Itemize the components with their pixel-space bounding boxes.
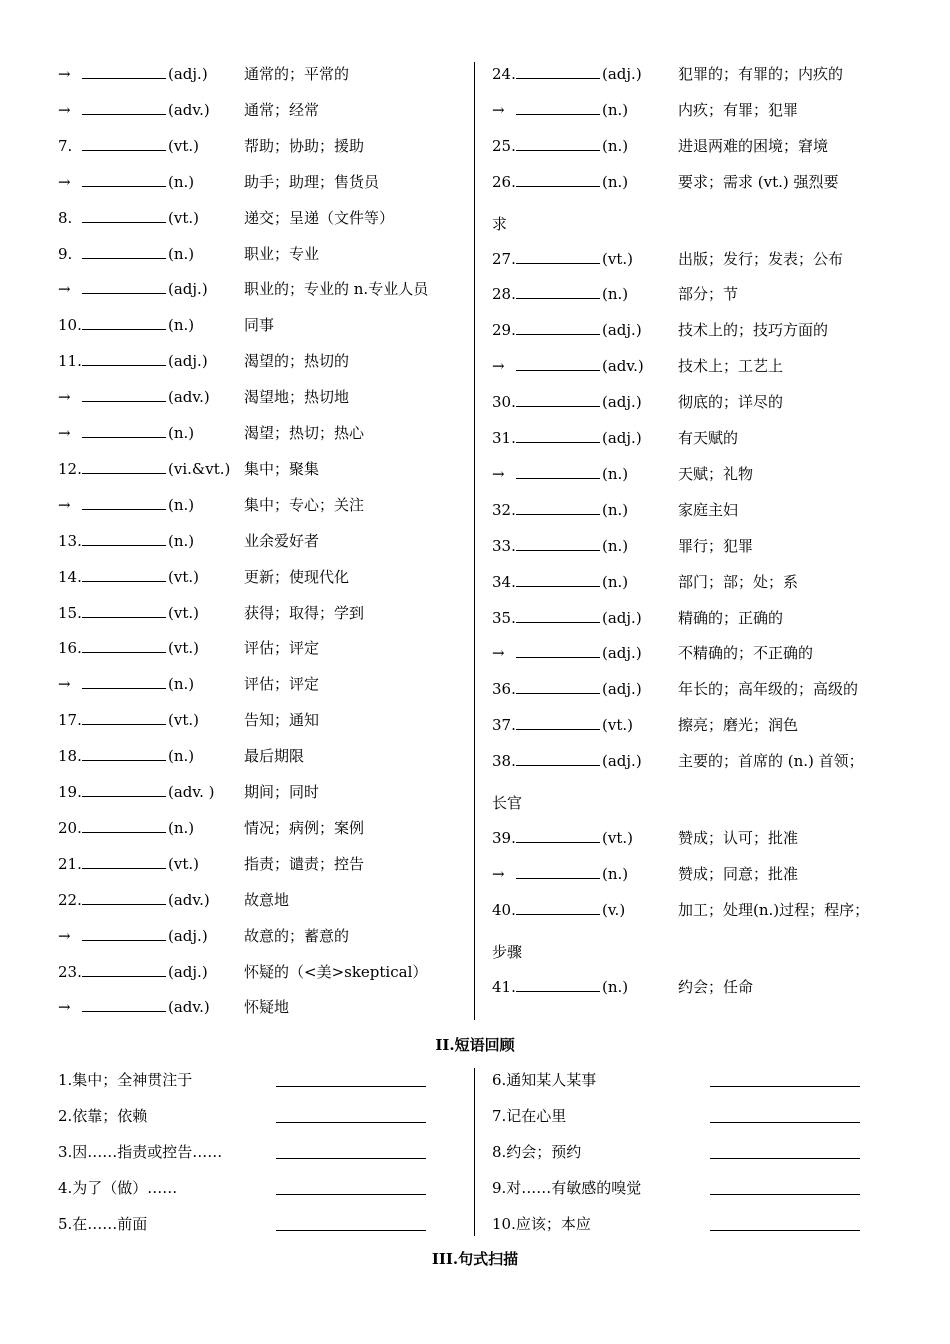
phrase-row xyxy=(58,1134,448,1170)
vocab-row xyxy=(58,918,468,954)
item-number: 30. xyxy=(492,393,516,412)
chinese-meaning: 更新；使现代化 xyxy=(244,567,350,586)
answer-blank[interactable] xyxy=(82,702,166,725)
answer-blank[interactable] xyxy=(82,666,166,689)
vocab-row xyxy=(58,164,468,200)
phrase-text: 5.在……前面 xyxy=(58,1215,148,1233)
phrase-text: 1.集中；全神贯注于 xyxy=(58,1071,193,1089)
chinese-meaning: 不精确的；不正确的 xyxy=(678,644,814,663)
vocab-row xyxy=(58,415,468,451)
column-divider-top xyxy=(474,62,475,1020)
item-number: 12. xyxy=(58,459,82,478)
chinese-meaning: 业余爱好者 xyxy=(244,531,320,550)
part-of-speech: (vi.&vt.) xyxy=(168,459,231,478)
chinese-meaning: 彻底的；详尽的 xyxy=(678,393,784,412)
vocab-row xyxy=(58,343,468,379)
item-number: 8. xyxy=(58,208,73,227)
chinese-meaning: 犯罪的；有罪的；内疚的 xyxy=(678,65,844,83)
chinese-meaning: 渴望地；热切地 xyxy=(244,388,350,407)
phrase-row xyxy=(492,1170,882,1206)
part-of-speech: (n.) xyxy=(168,172,195,191)
chinese-meaning: 加工；处理(n.)过程；程序； xyxy=(678,900,870,919)
chinese-meaning: 约会；任命 xyxy=(678,977,754,996)
section-3-title: III.句式扫描 xyxy=(431,1250,519,1268)
item-number: → xyxy=(58,100,71,119)
vocab-row xyxy=(492,743,902,779)
item-number: 24. xyxy=(492,65,516,83)
vocab-row xyxy=(492,92,902,128)
item-number: 40. xyxy=(492,900,516,919)
vocab-row xyxy=(492,600,902,636)
answer-blank[interactable] xyxy=(516,969,600,992)
chinese-meaning: 指责；谴责；控告 xyxy=(244,854,365,873)
chinese-meaning: 怀疑的（<美>skeptical） xyxy=(244,962,428,981)
item-number: 19. xyxy=(58,783,82,801)
chinese-meaning: 要求；需求 (vt.) 强烈要 xyxy=(678,172,839,191)
vocab-row xyxy=(492,384,902,420)
chinese-meaning: 技术上；工艺上 xyxy=(678,357,784,376)
phrase-row xyxy=(58,1098,448,1134)
answer-blank[interactable] xyxy=(82,882,166,905)
chinese-meaning: 期间；同时 xyxy=(244,783,320,801)
chinese-meaning: 集中；聚集 xyxy=(244,459,320,478)
part-of-speech: (n.) xyxy=(168,747,195,766)
answer-blank[interactable] xyxy=(82,954,166,977)
answer-blank[interactable] xyxy=(516,420,600,443)
item-number: → xyxy=(492,464,505,483)
answer-blank[interactable] xyxy=(516,856,600,879)
part-of-speech: (adj.) xyxy=(602,393,642,412)
chinese-meaning: 告知；通知 xyxy=(244,711,320,730)
item-number: → xyxy=(492,644,505,663)
item-number: 27. xyxy=(492,249,516,268)
vocab-row xyxy=(492,820,902,856)
item-number: 36. xyxy=(492,680,516,699)
vocab-row xyxy=(492,128,902,164)
answer-blank[interactable] xyxy=(516,276,600,299)
part-of-speech: (vt.) xyxy=(602,828,633,847)
chinese-meaning: 部门；部；处；系 xyxy=(678,572,799,591)
part-of-speech: (vt.) xyxy=(168,639,199,658)
item-number: → xyxy=(492,864,505,883)
chinese-meaning: 赞成；同意；批准 xyxy=(678,864,799,883)
chinese-meaning: 部分；节 xyxy=(678,285,739,304)
part-of-speech: (adj.) xyxy=(168,352,208,371)
item-number: → xyxy=(492,357,505,376)
chinese-meaning: 怀疑地 xyxy=(244,998,290,1017)
phrase-answer-line[interactable] xyxy=(276,1194,426,1195)
vocab-row xyxy=(58,487,468,523)
part-of-speech: (vt.) xyxy=(168,711,199,730)
answer-blank[interactable] xyxy=(516,164,600,187)
answer-blank[interactable] xyxy=(82,128,166,151)
answer-blank[interactable] xyxy=(82,918,166,941)
vocab-row xyxy=(492,671,902,707)
vocab-row xyxy=(492,635,902,671)
item-number: 34. xyxy=(492,572,516,591)
chinese-meaning: 评估；评定 xyxy=(244,675,320,694)
answer-blank[interactable] xyxy=(82,774,166,797)
phrase-row xyxy=(492,1134,882,1170)
answer-blank[interactable] xyxy=(516,348,600,371)
answer-blank[interactable] xyxy=(516,384,600,407)
column-divider-bottom xyxy=(474,1068,475,1236)
chinese-meaning: 获得；取得；学到 xyxy=(244,603,365,622)
vocab-row xyxy=(58,451,468,487)
answer-blank[interactable] xyxy=(516,635,600,658)
item-number: 23. xyxy=(58,962,82,981)
item-number: → xyxy=(58,926,71,945)
part-of-speech: (n.) xyxy=(168,424,195,442)
phrase-answer-line[interactable] xyxy=(710,1230,860,1231)
answer-blank[interactable] xyxy=(82,200,166,223)
answer-blank[interactable] xyxy=(516,743,600,766)
part-of-speech: (adj.) xyxy=(602,321,642,340)
phrase-answer-line[interactable] xyxy=(710,1194,860,1195)
item-number: 39. xyxy=(492,828,516,847)
answer-blank[interactable] xyxy=(516,820,600,843)
vocab-row xyxy=(492,528,902,564)
chinese-meaning: 助手；助理；售货员 xyxy=(244,172,380,191)
item-number: → xyxy=(58,172,71,191)
answer-blank[interactable] xyxy=(516,128,600,151)
phrase-row xyxy=(58,1206,448,1242)
part-of-speech: (n.) xyxy=(602,100,629,119)
answer-blank[interactable] xyxy=(82,56,166,79)
item-number: 41. xyxy=(492,977,516,996)
part-of-speech: (n.) xyxy=(602,500,629,519)
part-of-speech: (vt.) xyxy=(168,854,199,873)
item-number: 35. xyxy=(492,608,516,627)
vocab-row xyxy=(58,666,468,702)
vocab-row xyxy=(58,882,468,918)
phrase-text: 2.依靠；依赖 xyxy=(58,1107,148,1125)
answer-blank[interactable] xyxy=(82,271,166,294)
answer-blank[interactable] xyxy=(516,241,600,264)
chinese-meaning: 同事 xyxy=(244,316,275,335)
part-of-speech: (v.) xyxy=(602,900,626,919)
phrase-text: 3.因……指责或控告…… xyxy=(58,1143,223,1161)
answer-blank[interactable] xyxy=(516,564,600,587)
meaning-continuation: 步骤 xyxy=(492,942,523,961)
chinese-meaning: 技术上的；技巧方面的 xyxy=(678,321,829,340)
phrase-text: 6.通知某人某事 xyxy=(492,1071,597,1089)
item-number: → xyxy=(58,495,71,514)
chinese-meaning: 递交；呈递（文件等） xyxy=(244,208,395,227)
answer-blank[interactable] xyxy=(516,671,600,694)
vocab-row xyxy=(58,523,468,559)
item-number: 37. xyxy=(492,716,516,735)
meaning-continuation: 长官 xyxy=(492,794,523,812)
part-of-speech: (n.) xyxy=(602,536,629,555)
phrase-text: 8.约会；预约 xyxy=(492,1143,582,1161)
chinese-meaning: 罪行；犯罪 xyxy=(678,536,754,555)
phrase-row xyxy=(492,1098,882,1134)
vocab-row xyxy=(58,56,468,92)
answer-blank[interactable] xyxy=(82,92,166,115)
answer-blank[interactable] xyxy=(82,307,166,330)
item-number: 14. xyxy=(58,567,82,586)
part-of-speech: (n.) xyxy=(168,531,195,550)
part-of-speech: (adj.) xyxy=(602,644,642,663)
chinese-meaning: 情况；病例；案例 xyxy=(244,818,365,837)
part-of-speech: (adv. ) xyxy=(168,783,215,801)
vocab-row xyxy=(492,420,902,456)
item-number: 15. xyxy=(58,603,82,622)
chinese-meaning: 天赋；礼物 xyxy=(678,464,754,483)
part-of-speech: (n.) xyxy=(168,675,195,694)
part-of-speech: (vt.) xyxy=(168,603,199,622)
chinese-meaning: 故意的；蓄意的 xyxy=(244,926,350,945)
part-of-speech: (adj.) xyxy=(168,926,208,945)
answer-blank[interactable] xyxy=(516,492,600,515)
item-number: → xyxy=(58,998,71,1017)
vocab-row xyxy=(492,456,902,492)
item-number: 25. xyxy=(492,136,516,155)
phrase-row xyxy=(58,1062,448,1098)
phrase-text: 4.为了（做）…… xyxy=(58,1179,178,1197)
vocab-row xyxy=(58,738,468,774)
answer-blank[interactable] xyxy=(82,738,166,761)
item-number: 22. xyxy=(58,890,82,909)
vocab-row xyxy=(58,630,468,666)
vocab-row xyxy=(58,271,468,307)
answer-blank[interactable] xyxy=(82,846,166,869)
vocab-row xyxy=(492,312,902,348)
phrase-row xyxy=(58,1170,448,1206)
chinese-meaning: 擦亮；磨光；润色 xyxy=(678,716,799,735)
item-number: 33. xyxy=(492,536,516,555)
phrase-answer-line[interactable] xyxy=(276,1158,426,1159)
answer-blank[interactable] xyxy=(516,892,600,915)
part-of-speech: (n.) xyxy=(602,136,629,155)
part-of-speech: (adj.) xyxy=(168,65,208,83)
part-of-speech: (adj.) xyxy=(602,608,642,627)
phrase-answer-line[interactable] xyxy=(276,1230,426,1231)
vocab-row xyxy=(492,164,902,200)
part-of-speech: (n.) xyxy=(168,818,195,837)
part-of-speech: (vt.) xyxy=(168,208,199,227)
vocab-row xyxy=(492,348,902,384)
part-of-speech: (adv.) xyxy=(168,890,210,909)
answer-blank[interactable] xyxy=(82,487,166,510)
item-number: → xyxy=(58,675,71,694)
vocab-row xyxy=(58,702,468,738)
item-number: 10. xyxy=(58,316,82,335)
meaning-continuation: 求 xyxy=(492,214,508,233)
answer-blank[interactable] xyxy=(82,236,166,259)
item-number: 28. xyxy=(492,285,516,304)
vocab-row xyxy=(492,241,902,277)
vocab-row xyxy=(58,236,468,272)
chinese-meaning: 年长的；高年级的；高级的 xyxy=(678,680,859,699)
phrase-text: 10.应该；本应 xyxy=(492,1215,591,1233)
answer-blank[interactable] xyxy=(82,630,166,653)
vocab-row xyxy=(58,559,468,595)
chinese-meaning: 内疚；有罪；犯罪 xyxy=(678,100,799,119)
part-of-speech: (n.) xyxy=(168,244,195,263)
phrase-answer-line[interactable] xyxy=(276,1086,426,1087)
phrase-answer-line[interactable] xyxy=(710,1086,860,1087)
part-of-speech: (adv.) xyxy=(168,100,210,119)
item-number: 32. xyxy=(492,500,516,519)
vocab-row xyxy=(58,954,468,990)
item-number: 9. xyxy=(58,244,73,263)
item-number: 26. xyxy=(492,172,516,191)
phrase-answer-line[interactable] xyxy=(710,1122,860,1123)
answer-blank[interactable] xyxy=(516,456,600,479)
chinese-meaning: 职业；专业 xyxy=(244,244,320,263)
answer-blank[interactable] xyxy=(516,312,600,335)
answer-blank[interactable] xyxy=(82,523,166,546)
phrase-answer-line[interactable] xyxy=(276,1122,426,1123)
vocab-row xyxy=(492,492,902,528)
vocab-row xyxy=(58,200,468,236)
item-number: 7. xyxy=(58,136,73,155)
vocab-row xyxy=(492,707,902,743)
chinese-meaning: 主要的；首席的 (n.) 首领； xyxy=(678,752,864,771)
item-number: 21. xyxy=(58,854,82,873)
vocab-row xyxy=(58,595,468,631)
answer-blank[interactable] xyxy=(516,707,600,730)
item-number: 29. xyxy=(492,321,516,340)
phrase-row xyxy=(492,1062,882,1098)
chinese-meaning: 故意地 xyxy=(244,890,290,909)
chinese-meaning: 职业的；专业的 n.专业人员 xyxy=(244,280,429,299)
item-number: → xyxy=(58,280,71,299)
vocab-row xyxy=(492,276,902,312)
chinese-meaning: 赞成；认可；批准 xyxy=(678,828,799,847)
answer-blank[interactable] xyxy=(516,92,600,115)
chinese-meaning: 帮助；协助；援助 xyxy=(244,136,365,155)
answer-blank[interactable] xyxy=(82,559,166,582)
item-number: 16. xyxy=(58,639,82,658)
vocab-row xyxy=(492,56,902,92)
answer-blank[interactable] xyxy=(82,989,166,1012)
chinese-meaning: 家庭主妇 xyxy=(678,500,739,519)
answer-blank[interactable] xyxy=(82,379,166,402)
vocab-row xyxy=(58,92,468,128)
chinese-meaning: 进退两难的困境；窘境 xyxy=(678,136,829,155)
part-of-speech: (vt.) xyxy=(602,716,633,735)
phrase-text: 7.记在心里 xyxy=(492,1107,567,1125)
item-number: 38. xyxy=(492,752,516,771)
part-of-speech: (adj.) xyxy=(602,752,642,771)
item-number: → xyxy=(58,65,71,83)
answer-blank[interactable] xyxy=(82,451,166,474)
vocab-row xyxy=(492,892,902,928)
part-of-speech: (vt.) xyxy=(168,136,199,155)
part-of-speech: (vt.) xyxy=(168,567,199,586)
chinese-meaning: 渴望；热切；热心 xyxy=(244,424,365,442)
part-of-speech: (adv.) xyxy=(168,388,210,407)
chinese-meaning: 评估；评定 xyxy=(244,639,320,658)
part-of-speech: (n.) xyxy=(602,172,629,191)
part-of-speech: (adj.) xyxy=(168,962,208,981)
item-number: → xyxy=(492,100,505,119)
part-of-speech: (n.) xyxy=(602,864,629,883)
item-number: 13. xyxy=(58,531,82,550)
answer-blank[interactable] xyxy=(82,595,166,618)
part-of-speech: (n.) xyxy=(168,495,195,514)
chinese-meaning: 最后期限 xyxy=(244,747,305,766)
phrase-text: 9.对……有敏感的嗅觉 xyxy=(492,1179,642,1197)
vocab-row xyxy=(58,989,468,1025)
chinese-meaning: 精确的；正确的 xyxy=(678,608,784,627)
item-number: 20. xyxy=(58,818,82,837)
vocab-row xyxy=(492,856,902,892)
part-of-speech: (adj.) xyxy=(602,680,642,699)
answer-blank[interactable] xyxy=(82,810,166,833)
chinese-meaning: 有天赋的 xyxy=(678,429,739,447)
vocab-row xyxy=(492,564,902,600)
part-of-speech: (adj.) xyxy=(602,65,642,83)
part-of-speech: (adv.) xyxy=(602,357,644,376)
section-2-title: II.短语回顾 xyxy=(435,1036,515,1054)
phrase-row xyxy=(492,1206,882,1242)
item-number: 11. xyxy=(58,352,82,371)
answer-blank[interactable] xyxy=(82,164,166,187)
vocab-row xyxy=(58,846,468,882)
part-of-speech: (n.) xyxy=(602,464,629,483)
part-of-speech: (vt.) xyxy=(602,249,633,268)
part-of-speech: (adj.) xyxy=(168,280,208,299)
vocab-row xyxy=(492,969,902,1005)
answer-blank[interactable] xyxy=(516,56,600,79)
item-number: → xyxy=(58,424,71,442)
answer-blank[interactable] xyxy=(516,528,600,551)
answer-blank[interactable] xyxy=(82,343,166,366)
part-of-speech: (n.) xyxy=(602,572,629,591)
vocab-row xyxy=(58,128,468,164)
chinese-meaning: 通常；经常 xyxy=(244,100,320,119)
chinese-meaning: 集中；专心；关注 xyxy=(244,495,365,514)
vocab-row xyxy=(58,307,468,343)
part-of-speech: (adv.) xyxy=(168,998,210,1017)
part-of-speech: (n.) xyxy=(602,977,629,996)
part-of-speech: (n.) xyxy=(602,285,629,304)
phrase-answer-line[interactable] xyxy=(710,1158,860,1159)
item-number: 31. xyxy=(492,429,516,447)
answer-blank[interactable] xyxy=(82,415,166,438)
item-number: → xyxy=(58,388,71,407)
part-of-speech: (adj.) xyxy=(602,429,642,447)
chinese-meaning: 通常的；平常的 xyxy=(244,65,350,83)
chinese-meaning: 渴望的；热切的 xyxy=(244,352,350,371)
part-of-speech: (n.) xyxy=(168,316,195,335)
vocab-row xyxy=(58,379,468,415)
item-number: 17. xyxy=(58,711,82,730)
vocab-row xyxy=(58,774,468,810)
item-number: 18. xyxy=(58,747,82,766)
chinese-meaning: 出版；发行；发表；公布 xyxy=(678,249,844,268)
vocab-row xyxy=(58,810,468,846)
answer-blank[interactable] xyxy=(516,600,600,623)
